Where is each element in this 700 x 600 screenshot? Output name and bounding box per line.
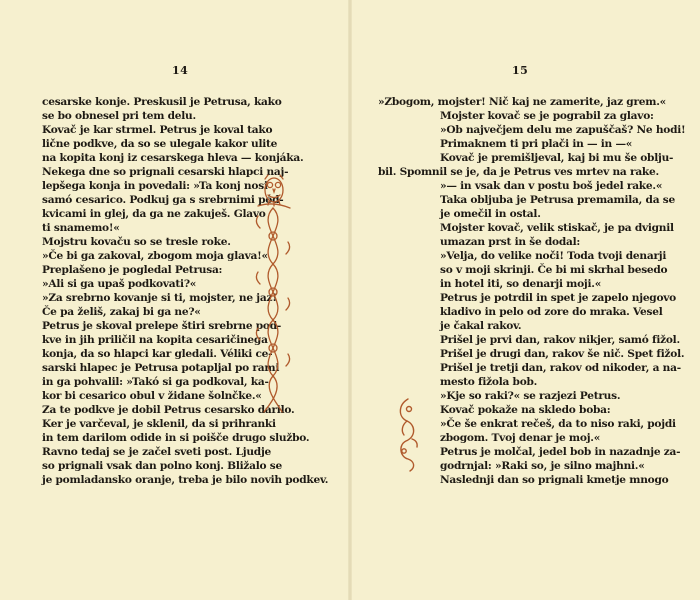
text-line: cesarske konje. Preskusil je Petrusa, kako <box>42 96 282 108</box>
text-line: in hotel iti, so denarji moji.« <box>440 278 602 290</box>
owl-vine-ornament-icon <box>252 168 294 418</box>
text-line: umazan prst in še dodal: <box>440 236 581 248</box>
text-line: Petrus je molčal, jedel bob in nazadnje za- <box>440 446 681 458</box>
text-line: zbogom. Tvoj denar je moj.« <box>440 432 601 444</box>
text-line: Petrus je potrdil in spet je zapelo njegovo <box>440 292 676 304</box>
text-line: Naslednji dan so prignali kmetje mnogo <box>440 474 669 486</box>
text-line: Ravno tedaj se je začel sveti post. Ljudje <box>42 446 272 458</box>
text-line: kvicami in glej, da ga ne zakuješ. Glavo <box>42 208 266 220</box>
text-line: lične podkve, da so se ulegale kakor ulite <box>42 138 278 150</box>
text-line: Mojster kovač se je pograbil za glavo: <box>440 110 654 122</box>
text-line: kve in jih priličil na kopita cesaričinega <box>42 334 268 346</box>
text-line: Kovač je kar strmel. Petrus je koval tako <box>42 124 273 136</box>
text-line: Preplašeno je pogledal Petrusa: <box>42 264 223 276</box>
text-line: so prignali vsak dan polno konj. Bližalo se <box>42 460 283 472</box>
text-line: Taka obljuba je Petrusa premamila, da se <box>440 194 675 206</box>
text-line: lepšega konja in povedali: »Ta konj nosi <box>42 180 268 192</box>
text-line: »Če še enkrat rečeš, da to niso raki, pojdi <box>440 418 676 430</box>
text-line: se bo obnesel pri tem delu. <box>42 110 196 122</box>
text-line: »Ob največjem delu me zapuščaš? Ne hodi! <box>440 124 686 136</box>
text-line: Kovač pokaže na skledo boba: <box>440 404 611 416</box>
text-line: Mojstru kovaču so se tresle roke. <box>42 236 231 248</box>
text-line: kladivo in pelo od zore do mraka. Vesel <box>440 306 663 318</box>
text-line: in ga pohvalil: »Takó si ga podkoval, ka- <box>42 376 269 388</box>
flourish-ornament-icon <box>392 395 422 475</box>
text-line: Kovač je premišljeval, kaj bi mu še oblju- <box>440 152 674 164</box>
text-line: konja, da so hlapci kar gledali. Véliki ce- <box>42 348 273 360</box>
text-line: Ker je varčeval, je sklenil, da si prihranki <box>42 418 276 430</box>
text-line: Prišel je prvi dan, rakov nikjer, samó fižol. <box>440 334 680 346</box>
text-line: ti snamemo!« <box>42 222 120 234</box>
right-page-number: 15 <box>512 64 529 77</box>
text-line: Primaknem ti pri plači in — in —« <box>440 138 633 150</box>
text-line: je omečil in ostal. <box>440 208 541 220</box>
text-line: sarski hlapec je Petrusa potapljal po rami <box>42 362 280 374</box>
text-line: je pomladansko oranje, treba je bilo novih podkev. <box>42 474 329 486</box>
text-line: »Zbogom, mojster! Nič kaj ne zamerite, jaz grem.« <box>378 96 667 108</box>
text-line: Prišel je drugi dan, rakov še nič. Spet fižol. <box>440 348 685 360</box>
text-line: Za te podkve je dobil Petrus cesarsko darilo. <box>42 404 295 416</box>
text-line: kor bi cesarico obul v židane šolnčke.« <box>42 390 262 402</box>
text-line: je čakal rakov. <box>440 320 522 332</box>
text-line: »Če bi ga zakoval, zbogom moja glava!« <box>42 250 268 262</box>
text-line: Nekega dne so prignali cesarski hlapci naj- <box>42 166 289 178</box>
text-line: bil. Spomnil se je, da je Petrus ves mrtev na rake. <box>378 166 659 178</box>
text-line: »Ali si ga upaš podkovati?« <box>42 278 197 290</box>
text-line: Petrus je skoval prelepe štiri srebrne pod- <box>42 320 282 332</box>
left-page-number: 14 <box>172 64 189 77</box>
text-line: »Velja, do velike noči! Toda tvoji denarji <box>440 250 667 262</box>
text-line: so v moji skrinji. Če bi mi skrhal besedo <box>440 264 668 276</box>
text-line: na kopita konj iz cesarskega hleva — konjáka. <box>42 152 304 164</box>
text-line: Mojster kovač, velik stiskač, je pa dvignil <box>440 222 674 234</box>
text-line: »Za srebrno kovanje si ti, mojster, ne jaz! <box>42 292 277 304</box>
text-line: Če pa želiš, zakaj bi ga ne?« <box>42 306 201 318</box>
text-line: Prišel je tretji dan, rakov od nikoder, a na- <box>440 362 681 374</box>
text-line: samó cesarico. Podkuj ga s srebrnimi pód- <box>42 194 284 206</box>
text-line: godrnjal: »Raki so, je silno majhni.« <box>440 460 645 472</box>
text-line: in tem darilom odide in si poišče drugo službo. <box>42 432 310 444</box>
book-gutter <box>348 0 352 600</box>
text-line: »Kje so raki?« se razjezi Petrus. <box>440 390 621 402</box>
text-line: mesto fižola bob. <box>440 376 538 388</box>
text-line: »— in vsak dan v postu boš jedel rake.« <box>440 180 663 192</box>
